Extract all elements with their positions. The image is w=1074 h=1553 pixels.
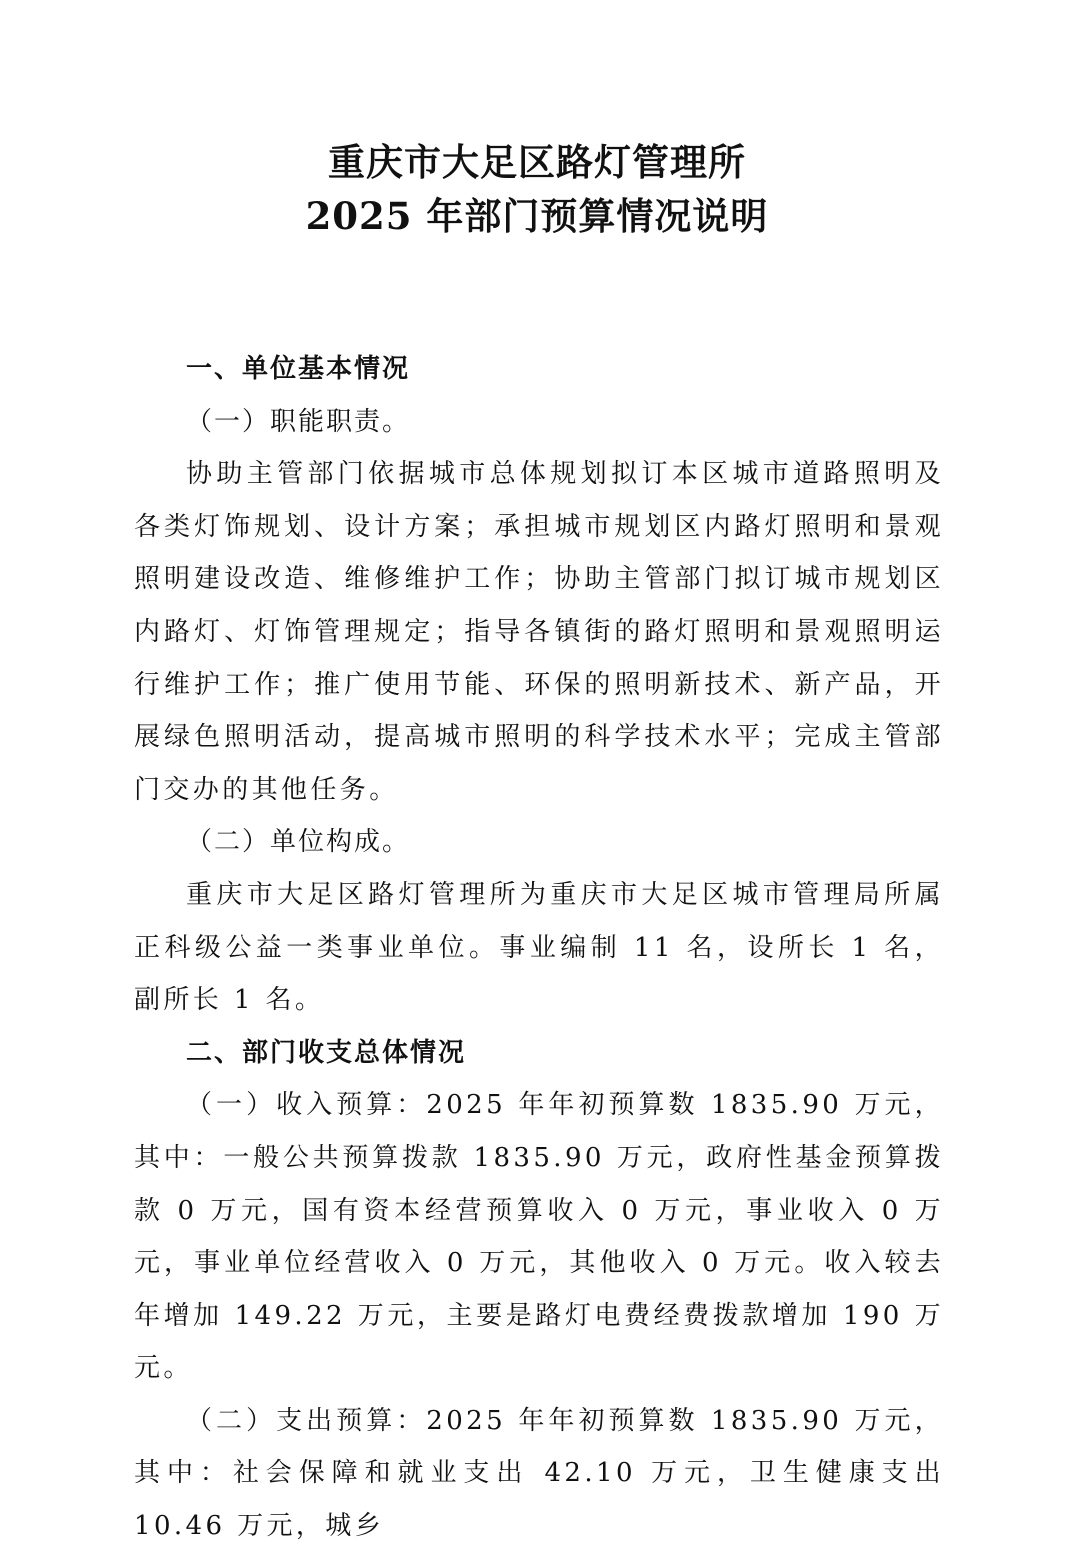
section-1-heading: 一、单位基本情况 — [186, 354, 411, 384]
section-2-heading: 二、部门收支总体情况 — [186, 1037, 467, 1068]
title-line-2: 2025 年部门预算情况说明 — [305, 194, 769, 238]
section-2-sub-1-text: （一）收入预算：2025 年年初预算数 1835.90 万元，其中：一般公共预算拨款 1835.90 万元，政府性基金预算拨款 0 万元，国有资本经营预算收入 0 万元，事业收入 0 万元，事业单位经营收入 0 万元，其他收入 0 万元。收入较去年增加 149.22 万元，主要是路灯电费经费拨款增加 190 万元。 — [134, 1090, 944, 1384]
section-1-sub-1-text: 协助主管部门依据城市总体规划拟订本区城市道路照明及各类灯饰规划、设计方案；承担城市规划区内路灯照明和景观照明建设改造、维修维护工作；协助主管部门拟订城市规划区内路灯、灯饰管理规定；指导各镇街的路灯照明和景观照明运行维护工作；推广使用节能、环保的照明新技术、新产品，开展绿色照明活动，提高城市照明的科学技术水平；完成主管部门交办的其他任务。 — [134, 459, 944, 805]
section-1-sub-2-heading: （二）单位构成。 — [186, 827, 411, 858]
document-title — [0, 135, 1074, 243]
section-1-sub-2-text: 重庆市大足区路灯管理所为重庆市大足区城市管理局所属正科级公益一类事业单位。事业编制 11 名，设所长 1 名，副所长 1 名。 — [134, 879, 944, 1016]
document-body — [134, 343, 944, 1553]
section-2-sub-2-text: （二）支出预算：2025 年年初预算数 1835.90 万元，其中：社会保障和就业支出 42.10 万元，卫生健康支出 10.46 万元，城乡 — [134, 1405, 944, 1542]
section-1-sub-1-heading: （一）职能职责。 — [186, 406, 411, 437]
title-line-1: 重庆市大足区路灯管理所 — [328, 140, 746, 184]
